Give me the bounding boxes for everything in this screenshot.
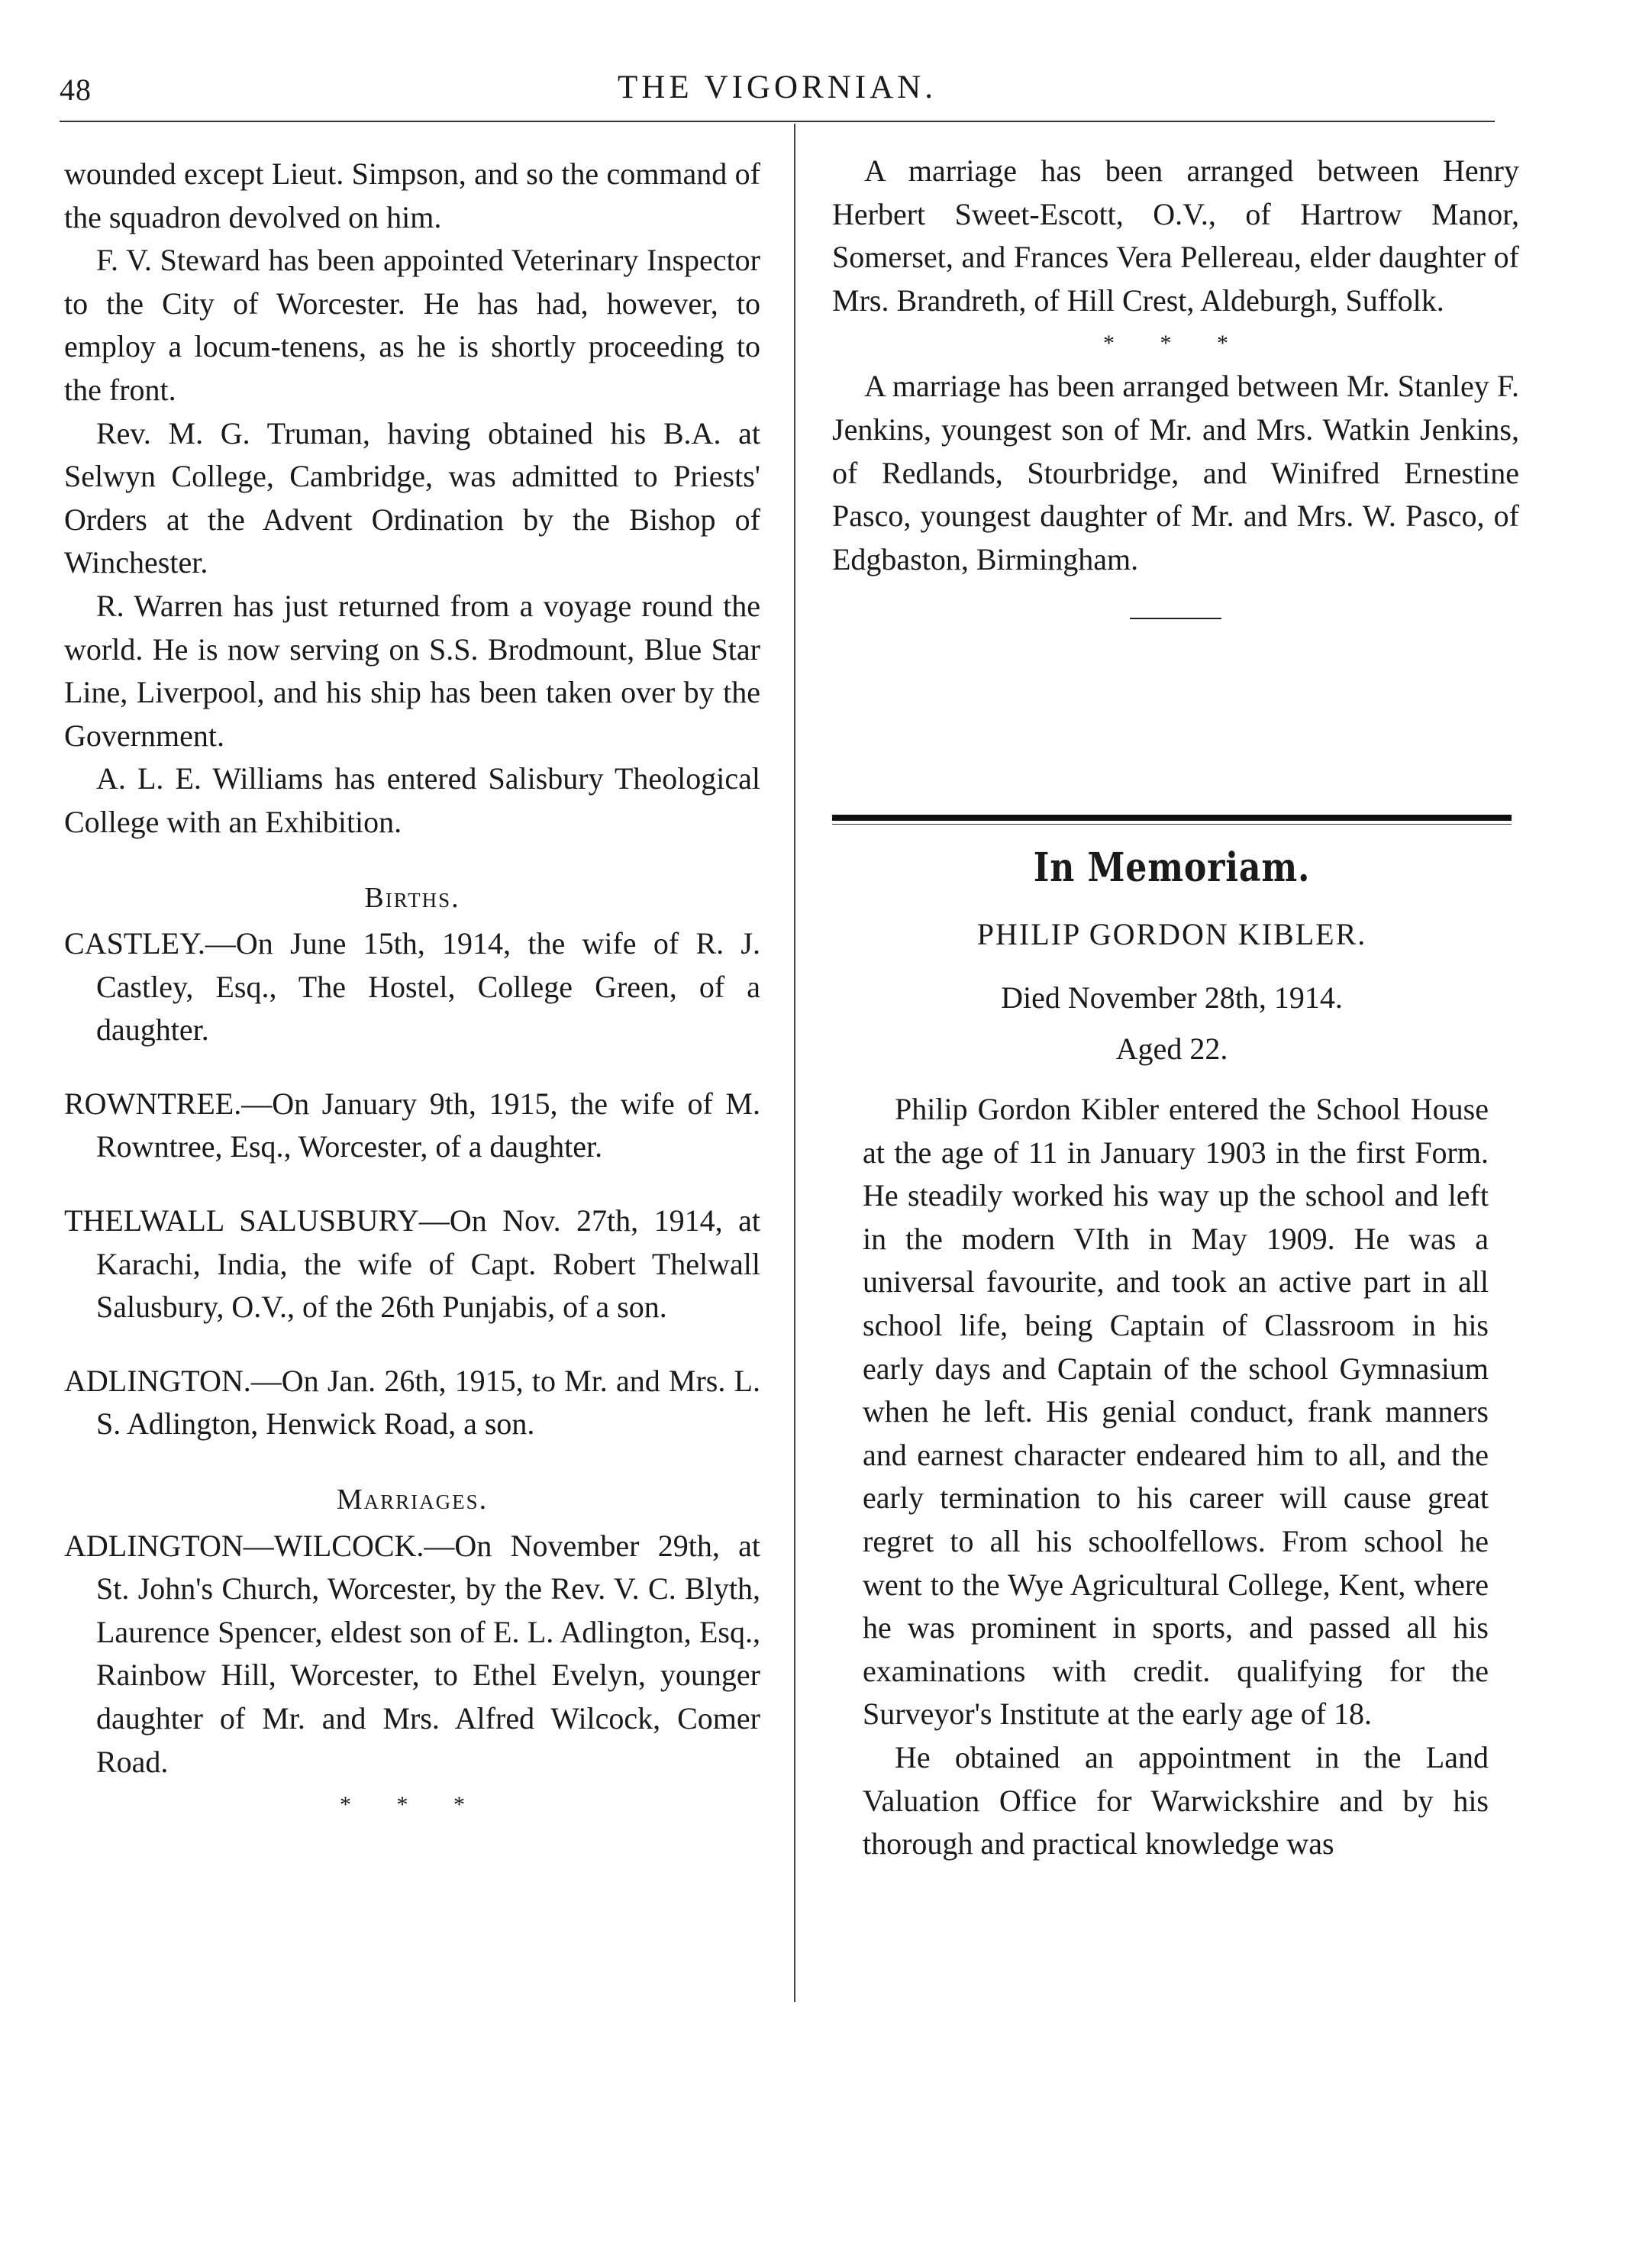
birth-notice: ROWNTREE.—On January 9th, 1915, the wife of M. Rowntree, Esq., Worcester, of a daughter. <box>64 1086 760 1164</box>
section-stars: * * * <box>340 1792 485 1818</box>
memoriam-paragraph: He obtained an appointment in the Land Valuation Office for Warwickshire and by his thorough and practical knowledge was <box>863 1739 1489 1861</box>
memoriam-age: Aged 22. <box>1115 1032 1228 1066</box>
running-title: THE VIGORNIAN. <box>618 69 937 105</box>
memoriam-heading: In Memoriam. <box>1033 844 1311 891</box>
note-paragraph: R. Warren has just returned from a voyage round the world. He is now serving on S.S. Brodmount, Blue Star Line, Liverpool, and his ship has been taken over by the Government. <box>64 588 760 753</box>
note-paragraph: wounded except Lieut. Simpson, and so the command of the squadron devolved on him. <box>64 157 760 234</box>
memoriam-body <box>863 1088 1489 1866</box>
birth-notice: CASTLEY.—On June 15th, 1914, the wife of R. J. Castley, Esq., The Hostel, College Green, of a daughter. <box>64 926 760 1048</box>
engagement-notice: A marriage has been arranged between Mr. Stanley F. Jenkins, youngest son of Mr. and Mrs. Watkin Jenkins, of Redlands, Stourbridge, and Winifred Ernestine Pasco, youngest daughter of Mr. and Mrs. W. Pasco, of Edgbaston, Birmingham. <box>832 369 1519 576</box>
memoriam-died-date: Died November 28th, 1914. <box>1001 980 1343 1015</box>
marriages-heading: Marriages. <box>336 1484 489 1516</box>
memoriam-thin-rule <box>832 824 1512 825</box>
right-column <box>832 150 1519 619</box>
note-paragraph: Rev. M. G. Truman, having obtained his B.A. at Selwyn College, Cambridge, was admitted to Priests' Orders at the Advent Ordination by the Bishop of Winchester. <box>64 415 760 580</box>
birth-notice: THELWALL SALUSBURY—On Nov. 27th, 1914, at Karachi, India, the wife of Capt. Robert Thelwall Salusbury, O.V., of the 26th Punjabis, of a son. <box>64 1203 760 1325</box>
left-column <box>64 153 760 1826</box>
section-stars: * * * <box>1103 331 1248 357</box>
page-number: 48 <box>60 73 92 107</box>
marriage-notice: ADLINGTON—WILCOCK.—On November 29th, at St. John's Church, Worcester, by the Rev. V. C. Blyth, Laurence Spencer, eldest son of E. L. Adlington, Esq., Rainbow Hill, Worcester, to Ethel Evelyn, younger daughter of Mr. and Mrs. Alfred Wilcock, Comer Road. <box>64 1528 760 1779</box>
memoriam-paragraph: Philip Gordon Kibler entered the School House at the age of 11 in January 1903 in the first Form. He steadily worked his way up the school and left in the modern VIth in May 1909. He was a universal favourite, and took an active part in all school life, being Captain of Classroom in his early days and Captain of the school Gymnasium when he left. His genial conduct, frank manners and earnest character endeared him to all, and the early termination to his career will cause great regret to all his schoolfellows. From school he went to the Wye Agricultural College, Kent, where he was prominent in sports, and passed all his examinations with credit. qualifying for the Surveyor's Institute at the early age of 18. <box>863 1092 1489 1732</box>
births-heading: Births. <box>364 881 460 914</box>
memoriam-name: PHILIP GORDON KIBLER. <box>976 917 1367 951</box>
engagement-notice: A marriage has been arranged between Henry Herbert Sweet-Escott, O.V., of Hartrow Manor, Somerset, and Frances Vera Pellereau, elder daughter of Mrs. Brandreth, of Hill Crest, Aldeburgh, Suffolk. <box>832 153 1519 318</box>
header-rule <box>60 121 1495 122</box>
note-paragraph: F. V. Steward has been appointed Veterinary Inspector to the City of Worcester. He has had, however, to employ a locum-tenens, as he is shortly proceeding to the front. <box>64 243 760 407</box>
memoriam-heavy-rule <box>832 815 1512 821</box>
birth-notice: ADLINGTON.—On Jan. 26th, 1915, to Mr. and Mrs. L. S. Adlington, Henwick Road, a son. <box>64 1363 760 1442</box>
short-divider <box>1130 618 1221 619</box>
page-header <box>60 67 1495 121</box>
column-divider <box>794 124 795 2002</box>
note-paragraph: A. L. E. Williams has entered Salisbury Theological College with an Exhibition. <box>64 761 760 839</box>
